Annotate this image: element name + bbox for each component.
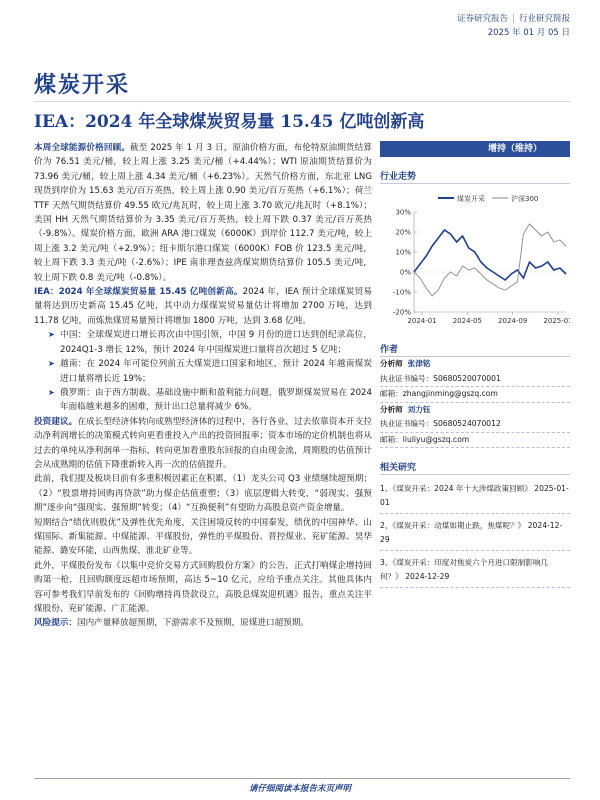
analyst-cert-label: 执业证书编号：	[380, 373, 434, 383]
legend-label-hs300: 沪深300	[511, 195, 539, 203]
report-type: 证券研究报告	[457, 14, 509, 24]
analyst-name-row	[380, 357, 570, 372]
paragraph-prices-text: 截至 2025 年 1 月 3 日，原油价格方面，布伦特原油期货结算价为 76.51 美元/桶，较上周上涨 3.25 美元/桶（+4.44%）；WTI 原油期货结算价为 73.96 美元/桶，较上周上涨 4.34 美元/桶（+6.23%）。天然气价格方面，东北亚 LNG 现货到岸价为 15.63 美元/百万英热，较上周上涨 0.90 美元/百万英热（+6.1%）；荷兰 TTF 天然气期货结算价 49.55 欧元/兆瓦时，较上周上涨 3.70 欧元/兆瓦时（+8.1%）；美国 HH 天然气期货结算价为 3.35 美元/百万英热，较上周下跌 0.37 美元/百万英热（-9.8%）。煤炭价格方面，欧洲 ARA 港口煤炭（6000K）到岸价 112.7 美元/吨，较上周上涨 3.2 美元/吨（+2.9%）；纽卡斯尔港口煤炭（6000K）FOB 价 123.5 美元/吨，较上周下跌 3.3 美元/吨（-2.6%）；IPE 南非理查兹湾煤炭期货结算价 105.5 美元/吨，较上周下跌 0.8 美元/吨（-0.8%）。	[34, 143, 372, 283]
paragraph-advice-text: 在成长型经济体转向成熟型经济体的过程中，各行各业，过去依靠资本开支拉动净利润增长的决策模式转向更看重投入产出的投资回报率；资本市场的定价机制也将从过去的单纯从净利润单一指标，转向更加看重股东回报的自由现金流，周期股的估值预计会从成熟期的估值下降重新转入再一次的估值提升。	[34, 416, 372, 470]
paragraph-advice-lead: 投资建议。	[34, 416, 78, 427]
report-date: 2025 年 01 月 05 日	[487, 28, 570, 38]
rating-badge: 增持（维持）	[380, 141, 570, 157]
bullet-text: 俄罗斯：由于西方制裁、基础设施中断和盈利能力问题，俄罗斯煤炭贸易在 2024 年面临越来越多的困难，预计出口总量将减少 6%。	[60, 387, 372, 413]
analyst-email-label: 邮箱：	[380, 434, 403, 444]
y-tick-label: 20%	[395, 228, 411, 237]
analyst-cert: S0680520070001	[433, 373, 501, 383]
paragraph-prices	[34, 141, 372, 285]
report-header: 证券研究报告 | 行业研究简报 2025 年 01 月 05 日	[457, 14, 570, 38]
paragraph-iea	[34, 285, 372, 328]
paragraph-iea-text: 2024 年，IEA 预计全球煤炭贸易量将达到历史新高 15.45 亿吨，其中动力煤煤炭贸易量估计将增加 2700 万吨，达到 11.78 亿吨，而炼焦煤贸易量预计将增加 1800 万吨，达到 3.68 亿吨。	[34, 287, 373, 326]
title-divider	[34, 101, 570, 102]
y-tick-label: 0%	[399, 268, 411, 277]
related-report-link[interactable]: 3、《煤炭开采：印度对焦炭六个月进口限制影响几何？》 2024-12-29	[380, 551, 570, 588]
analyst-role: 分析师	[380, 404, 403, 414]
sector-title: 煤炭开采	[34, 72, 131, 98]
related-report-link[interactable]: 2、《煤炭开采：动煤如期止跌，焦煤呢？》 2024-12-29	[380, 514, 570, 551]
paragraph-prices-lead: 本周全球能源价格回顾。	[34, 143, 131, 153]
analyst-email[interactable]: zhangjinming@gszq.com	[402, 389, 498, 398]
analyst-cert-row	[380, 372, 570, 388]
trend-chart-svg	[380, 188, 570, 330]
footer-disclaimer: 请仔细阅读本报告末页声明	[248, 784, 351, 794]
analyst-email[interactable]: liuliyu@gszq.com	[402, 434, 470, 444]
paragraph-picks: 短期结合“绩优则股优”及弹性优先角度，关注困境反转的中国秦发，绩优的中国神华、山煤国际、新集能源、中煤能源、平煤股份，弹性的平煤股份、晋控煤业、兖矿能源、昊华能源、潞安环能，山西焦煤、淮北矿业等。	[34, 517, 372, 557]
related-section-title: 相关研究	[380, 461, 570, 475]
main-body	[34, 141, 372, 631]
x-tick-label: 2025-01	[543, 317, 570, 325]
x-tick-label: 2024-09	[498, 317, 528, 325]
analyst-email-label: 邮箱：	[380, 389, 403, 398]
analyst-name-row	[380, 403, 570, 418]
bullet-text: 越南：在 2024 年可能位列前五大煤炭进口国家和地区，预计 2024 年越南煤炭进口量将增长近 19%；	[60, 359, 372, 384]
analysts-section-title: 作者	[380, 343, 570, 357]
analyst-email-row	[380, 387, 570, 403]
footer-divider	[34, 778, 570, 779]
paragraph-risk	[34, 616, 372, 630]
paragraph-advice	[34, 415, 372, 473]
related-report-link[interactable]: 1、《煤炭开采：2024 年十大涉煤政策回顾》 2025-01-01	[380, 477, 570, 514]
y-tick-label: -20%	[392, 308, 411, 317]
sidebar	[380, 141, 570, 588]
series-line-hs300	[414, 224, 566, 296]
bullet-text: 中国：全球煤炭进口增长再次由中国引领，中国 9 月份的进口达到创纪录高位，2024Q1-3 增长 12%，预计 2024 年中国煤炭进口量将首次超过 5 亿吨；	[60, 330, 372, 355]
analyst-cert-row	[380, 417, 570, 433]
iea-bullet-list	[34, 328, 372, 414]
bullet-item	[48, 357, 372, 386]
analyst-name: 刘力钰	[407, 404, 431, 414]
y-tick-label: -10%	[392, 288, 411, 297]
analyst-role: 分析师	[380, 359, 403, 368]
arrow-icon: ➤	[48, 330, 55, 340]
paragraph-buyback: 此外，平煤股份发布《以集中竞价交易方式回购股份方案》的公告，正式打响煤企增持回购第一枪，且回购额度远超市场预期，高达 5~10 亿元，应给予重点关注。其他具体内容可参考我们早前发布的《回购增持再贷款设立，高股息煤炭迎机遇》报告，重点关注平煤股份、兖矿能源、广汇能源。	[34, 560, 372, 614]
trend-section-title: 行业走势	[380, 170, 570, 184]
related-reports-list	[380, 477, 570, 588]
analyst-cert-label: 执业证书编号：	[380, 419, 434, 428]
arrow-icon: ➤	[48, 359, 55, 369]
arrow-icon: ➤	[48, 387, 55, 397]
x-tick-label: 2024-01	[407, 317, 437, 325]
paragraph-risk-lead: 风险提示：	[34, 618, 77, 629]
bullet-item	[48, 386, 372, 415]
y-tick-label: 10%	[395, 248, 411, 257]
legend-label-coal: 煤炭开采	[457, 195, 485, 203]
analyst-cert: S0680524070012	[433, 419, 501, 428]
bullet-item	[48, 328, 372, 357]
analyst-name: 张津铭	[407, 359, 431, 368]
report-headline: IEA：2024 年全球煤炭贸易量 15.45 亿吨创新高	[34, 112, 425, 132]
y-tick-label: 30%	[395, 208, 411, 217]
report-category: 行业研究简报	[518, 14, 570, 24]
analyst-email-row	[380, 433, 570, 449]
paragraph-factors: 此前，我们提及板块目前有多重积极因素正在积累，（1）龙头公司 Q3 业绩继续超预期；（2）“股票增持回购再贷款”助力煤企估值重塑；（3）底层逻辑大转变，“弱现实、强预期”逐步向“强现实、强预期”转变；（4）“互换便利”有望助力高股息资产资金增量。	[34, 474, 372, 514]
trend-chart	[380, 188, 570, 330]
paragraph-risk-text: 国内产量释放超预期，下游需求不及预期，原煤进口超预期。	[76, 618, 310, 629]
paragraph-iea-lead: IEA：2024 年全球煤炭贸易量 15.45 亿吨创新高。	[34, 287, 243, 298]
x-tick-label: 2024-05	[452, 317, 482, 325]
series-line-coal	[414, 230, 566, 280]
analyst-block	[380, 357, 570, 448]
